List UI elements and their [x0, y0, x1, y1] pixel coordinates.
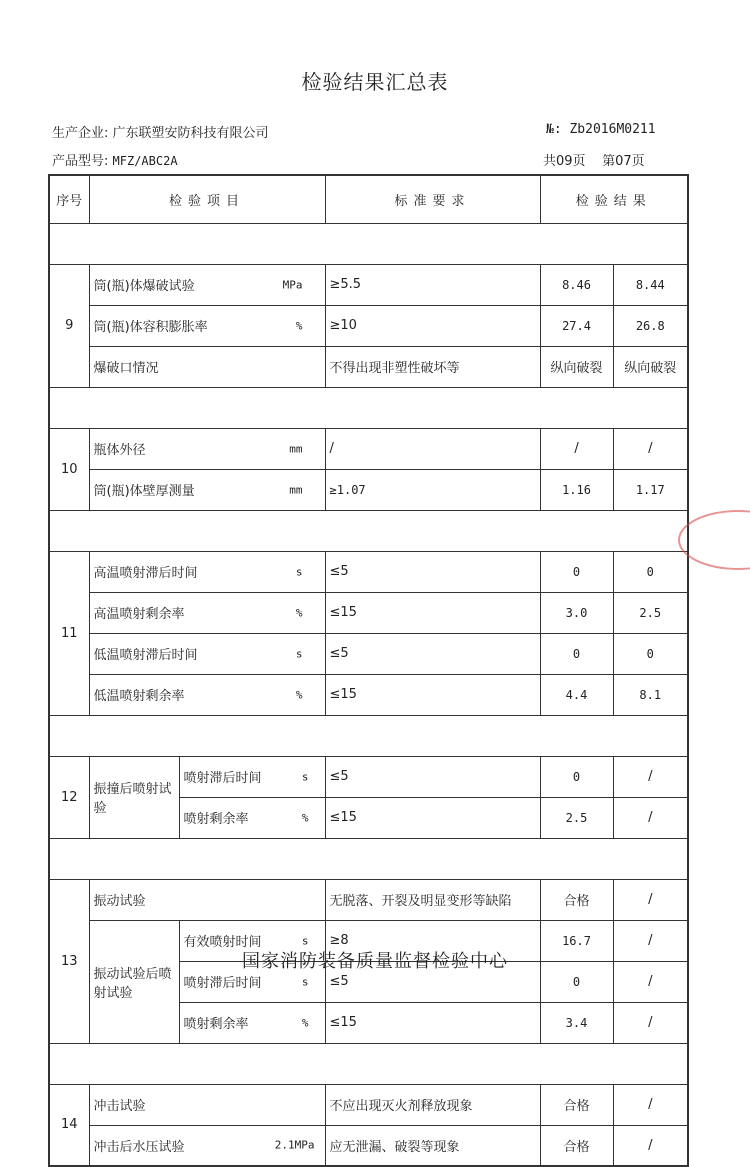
seq-cell: 10 — [49, 428, 89, 510]
model-line — [52, 150, 178, 169]
company-label: 生产企业: — [52, 126, 109, 141]
result-2: / — [613, 797, 688, 838]
seq-cell: 12 — [49, 756, 89, 838]
standard-cell: ≤15 — [325, 797, 540, 838]
table-row — [49, 674, 688, 715]
item-label: 筒(瓶)体壁厚测量 — [93, 484, 195, 499]
result-2: 0 — [613, 633, 688, 674]
unit-label: % — [301, 1016, 309, 1029]
table-gap — [49, 1043, 688, 1084]
item-cell — [179, 1002, 325, 1043]
unit-label: mm — [289, 483, 303, 496]
table-row — [49, 879, 688, 920]
result-2: / — [613, 920, 688, 961]
header-seq: 序号 — [49, 175, 89, 223]
report-number: №: Zb2016M0211 — [546, 122, 656, 137]
group-label: 振动试验后喷射试验 — [89, 920, 179, 1043]
table-gap — [49, 510, 688, 551]
result-2: / — [613, 1125, 688, 1166]
item-label: 低温喷射滞后时间 — [93, 648, 198, 663]
item-cell — [89, 633, 325, 674]
item-cell — [89, 305, 325, 346]
unit-label: % — [295, 606, 303, 619]
unit-label: s — [301, 975, 309, 988]
unit-label: s — [301, 770, 309, 783]
issuer-footer: 国家消防装备质量监督检验中心 — [242, 951, 508, 972]
unit-label: s — [295, 565, 303, 578]
table-header-row — [49, 175, 688, 223]
result-2: / — [613, 756, 688, 797]
standard-cell: 应无泄漏、破裂等现象 — [325, 1125, 540, 1166]
table-row — [49, 305, 688, 346]
standard-cell: ≥8 — [325, 920, 540, 961]
result-1: 0 — [540, 551, 613, 592]
result-1: 8.46 — [540, 264, 613, 305]
result-2: 纵向破裂 — [613, 346, 688, 387]
result-2: / — [613, 428, 688, 469]
page-title: 检验结果汇总表 — [301, 70, 449, 94]
item-label: 高温喷射剩余率 — [93, 607, 185, 622]
unit-label: MPa — [282, 278, 303, 291]
result-2: 1.17 — [613, 469, 688, 510]
result-2: 0 — [613, 551, 688, 592]
item-label: 高温喷射滞后时间 — [93, 566, 198, 581]
result-2: / — [613, 1002, 688, 1043]
standard-cell: ≥10 — [325, 305, 540, 346]
unit-label: s — [295, 647, 303, 660]
result-1: 16.7 — [540, 920, 613, 961]
table-row — [49, 346, 688, 387]
table-row — [49, 633, 688, 674]
standard-cell: ≤5 — [325, 961, 540, 1002]
result-2: / — [613, 961, 688, 1002]
table-row — [49, 1125, 688, 1166]
result-2: / — [613, 879, 688, 920]
page-count: 共09页 第07页 — [543, 154, 645, 169]
item-cell: 爆破口情况 — [89, 346, 325, 387]
result-2: 8.44 — [613, 264, 688, 305]
seq-cell: 11 — [49, 551, 89, 715]
header-result: 检验结果 — [540, 175, 688, 223]
standard-cell: 无脱落、开裂及明显变形等缺陷 — [325, 879, 540, 920]
unit-label: % — [301, 811, 309, 824]
unit-label: % — [295, 688, 303, 701]
item-cell — [179, 797, 325, 838]
item-cell: 冲击试验 — [89, 1084, 325, 1125]
table-row — [49, 264, 688, 305]
result-2: 8.1 — [613, 674, 688, 715]
result-1: 合格 — [540, 1125, 613, 1166]
item-label: 喷射滞后时间 — [183, 976, 262, 991]
item-cell — [89, 469, 325, 510]
standard-cell: ≥1.07 — [325, 469, 540, 510]
table-gap — [49, 838, 688, 879]
standard-cell: 不得出现非塑性破坏等 — [325, 346, 540, 387]
result-1: 27.4 — [540, 305, 613, 346]
result-1: 0 — [540, 633, 613, 674]
item-label: 喷射剩余率 — [183, 812, 249, 827]
result-2: 26.8 — [613, 305, 688, 346]
item-label: 有效喷射时间 — [183, 935, 262, 950]
model-value: MFZ/ABC2A — [112, 154, 178, 168]
item-cell — [89, 264, 325, 305]
standard-cell: ≥5.5 — [325, 264, 540, 305]
standard-cell: 不应出现灭火剂释放现象 — [325, 1084, 540, 1125]
item-cell — [89, 1125, 325, 1166]
results-table — [48, 174, 689, 1167]
table-row — [49, 756, 688, 797]
item-cell: 振动试验 — [89, 879, 325, 920]
standard-cell: ≤5 — [325, 551, 540, 592]
model-label: 产品型号: — [52, 154, 109, 169]
unit-label: 2.1MPa — [274, 1138, 315, 1152]
seq-cell: 9 — [49, 264, 89, 387]
company-line — [52, 122, 269, 141]
result-1: 3.4 — [540, 1002, 613, 1043]
result-1: 纵向破裂 — [540, 346, 613, 387]
result-1: 4.4 — [540, 674, 613, 715]
standard-cell: ≤15 — [325, 1002, 540, 1043]
header-item: 检验项目 — [89, 175, 325, 223]
item-label: 喷射滞后时间 — [183, 771, 262, 786]
result-2: / — [613, 1084, 688, 1125]
standard-cell: ≤5 — [325, 756, 540, 797]
standard-cell: ≤5 — [325, 633, 540, 674]
table-row — [49, 469, 688, 510]
item-label: 筒(瓶)体爆破试验 — [93, 279, 195, 294]
standard-cell: ≤15 — [325, 674, 540, 715]
item-cell — [89, 592, 325, 633]
header-standard: 标准要求 — [325, 175, 540, 223]
table-row — [49, 428, 688, 469]
unit-label: mm — [289, 442, 303, 455]
item-label: 冲击后水压试验 — [93, 1139, 185, 1155]
item-label: 筒(瓶)体容积膨胀率 — [93, 320, 208, 335]
seq-cell: 13 — [49, 879, 89, 1043]
result-1: 合格 — [540, 1084, 613, 1125]
group-label: 振撞后喷射试验 — [89, 756, 179, 838]
item-label: 瓶体外径 — [93, 443, 146, 458]
result-1: / — [540, 428, 613, 469]
company-name: 广东联塑安防科技有限公司 — [112, 126, 269, 141]
item-cell — [89, 551, 325, 592]
result-1: 1.16 — [540, 469, 613, 510]
result-1: 3.0 — [540, 592, 613, 633]
result-1: 0 — [540, 756, 613, 797]
seq-cell: 14 — [49, 1084, 89, 1166]
table-gap — [49, 387, 688, 428]
table-row — [49, 551, 688, 592]
standard-cell: / — [325, 428, 540, 469]
item-label: 喷射剩余率 — [183, 1017, 249, 1032]
result-1: 2.5 — [540, 797, 613, 838]
table-row — [49, 592, 688, 633]
item-cell — [179, 756, 325, 797]
standard-cell: ≤15 — [325, 592, 540, 633]
table-gap — [49, 715, 688, 756]
result-1: 合格 — [540, 879, 613, 920]
item-cell — [89, 674, 325, 715]
item-cell — [89, 428, 325, 469]
unit-label: % — [295, 319, 303, 332]
item-label: 低温喷射剩余率 — [93, 689, 185, 704]
result-1: 0 — [540, 961, 613, 1002]
table-gap — [49, 223, 688, 264]
result-2: 2.5 — [613, 592, 688, 633]
unit-label: s — [301, 934, 309, 947]
table-row — [49, 1084, 688, 1125]
